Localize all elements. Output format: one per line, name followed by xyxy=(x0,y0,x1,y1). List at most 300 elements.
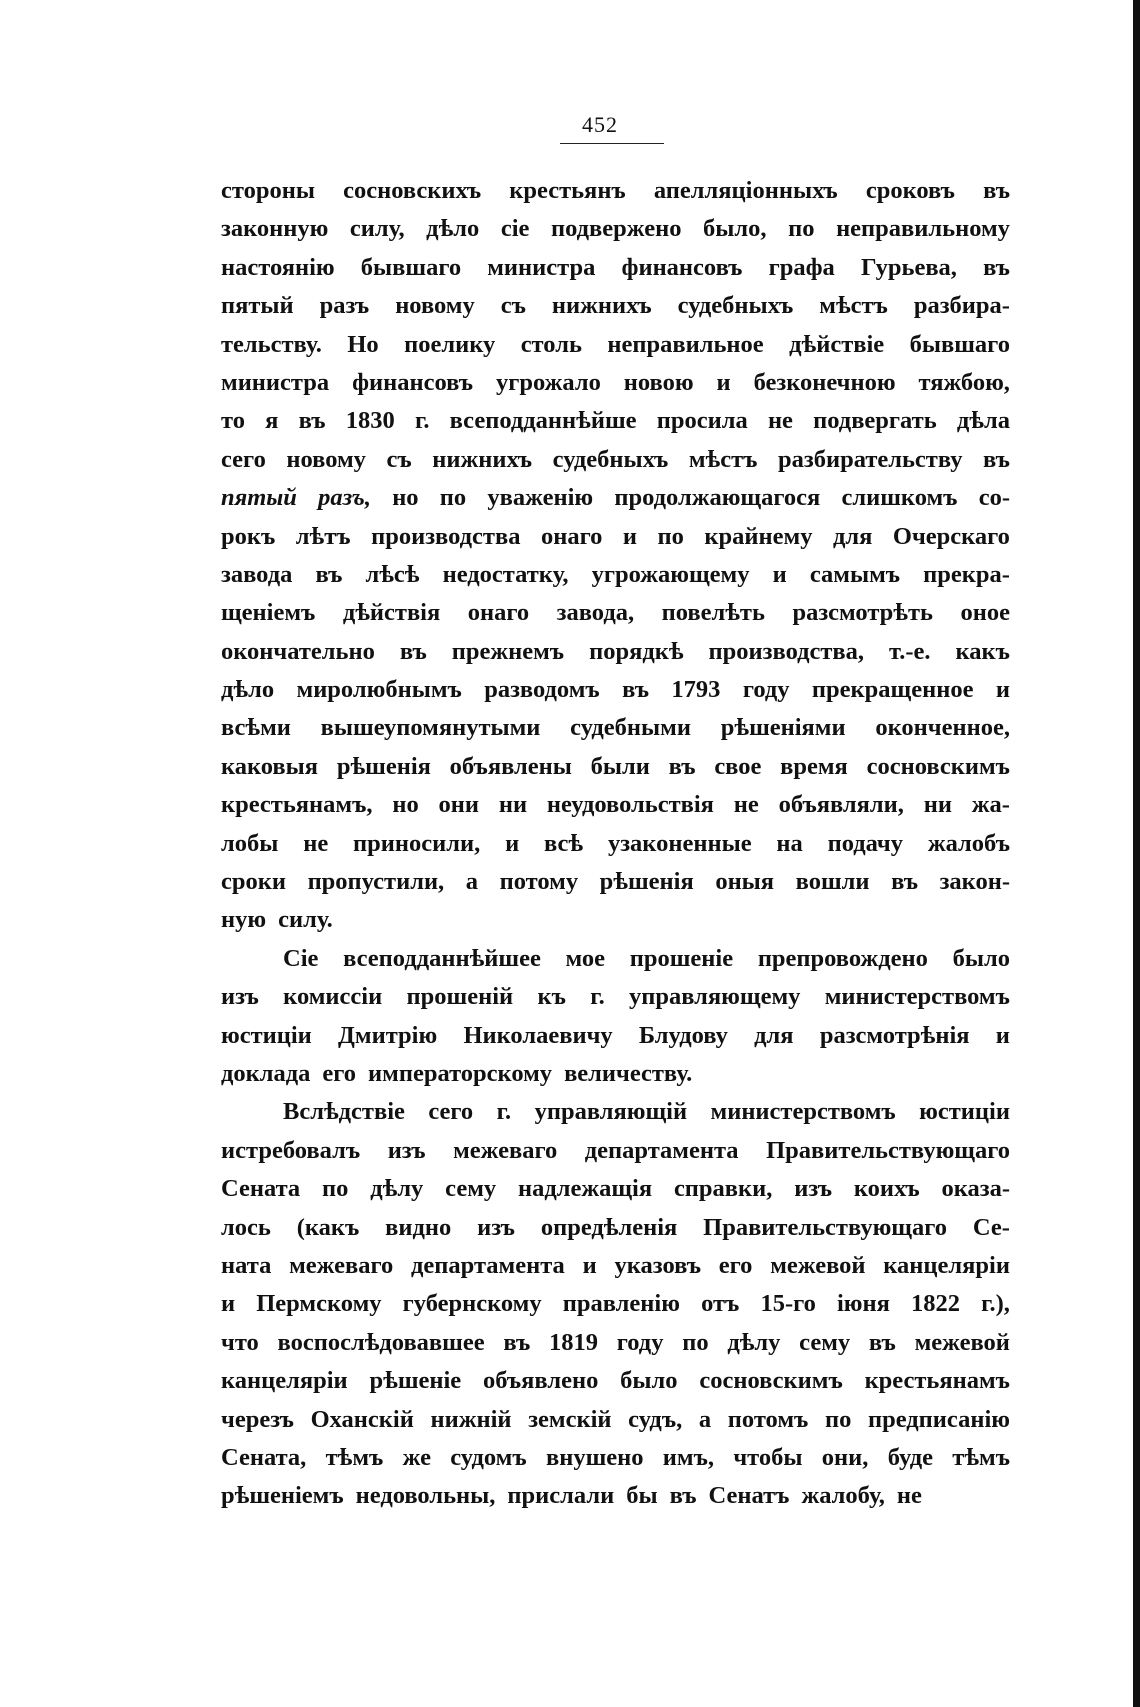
word: въ xyxy=(503,1328,531,1356)
word: миролюбнымъ xyxy=(296,676,462,704)
word: самымъ xyxy=(809,560,901,588)
word: объявлены xyxy=(449,752,572,780)
word: буде xyxy=(887,1443,933,1471)
word: подвергать xyxy=(813,407,937,435)
word: сіе xyxy=(500,215,530,243)
word: было xyxy=(952,944,1010,972)
word: къ xyxy=(537,983,566,1011)
word: въ xyxy=(891,868,918,896)
word: со- xyxy=(978,484,1010,512)
word: неудовольствія xyxy=(546,791,714,819)
word: каковыя xyxy=(221,752,319,780)
word: Очерскаго xyxy=(892,522,1010,550)
word: и xyxy=(716,368,731,396)
word: просила xyxy=(656,407,748,435)
word: всѣми xyxy=(221,714,291,742)
word: законную xyxy=(221,215,329,243)
text-line xyxy=(221,709,1010,747)
word: пятый xyxy=(221,484,297,512)
word: неправильному xyxy=(836,215,1010,243)
word: объявлено xyxy=(483,1367,599,1395)
word: разъ, xyxy=(318,484,371,512)
word: силу, xyxy=(349,215,405,243)
word: земскій xyxy=(528,1405,612,1433)
word: изъ xyxy=(387,1136,426,1164)
text-line xyxy=(221,1055,1010,1093)
text-line xyxy=(221,901,1010,939)
word: истребовалъ xyxy=(221,1136,361,1164)
word: межевой xyxy=(914,1328,1010,1356)
text-line xyxy=(221,249,1010,287)
word: по xyxy=(682,1328,709,1356)
word: министерствомъ xyxy=(824,983,1010,1011)
text-line xyxy=(221,556,1010,594)
word: прошеніе xyxy=(629,944,734,972)
word: въ xyxy=(622,676,649,704)
word: Вслѣдствіе xyxy=(283,1098,405,1126)
word: изъ xyxy=(794,1175,833,1203)
word: дѣло xyxy=(426,215,480,243)
word: щеніемъ xyxy=(221,599,316,627)
word: не xyxy=(767,407,793,435)
word: сему xyxy=(445,1175,497,1203)
page-number: 452 xyxy=(582,112,618,137)
word: и xyxy=(221,1290,236,1318)
word: и xyxy=(622,522,637,550)
word: управляющему xyxy=(629,983,801,1011)
word: уваженію xyxy=(487,484,594,512)
text-line xyxy=(221,172,1010,210)
word: крестьянамъ xyxy=(864,1367,1010,1395)
word: комиссіи xyxy=(283,983,383,1011)
word: но xyxy=(392,791,419,819)
word: межеваго xyxy=(289,1251,394,1279)
word: всеподданнѣйше xyxy=(449,407,637,435)
word: воспослѣдовавшее xyxy=(277,1328,485,1356)
word: прежнемъ xyxy=(451,637,565,665)
word: лѣтъ xyxy=(295,522,351,550)
word: оконченное, xyxy=(875,714,1010,742)
word: графа xyxy=(768,253,835,281)
word: ни xyxy=(923,791,952,819)
word: пропустили, xyxy=(307,868,445,896)
word: изъ xyxy=(221,983,259,1011)
word: рѣшеніемъ xyxy=(221,1482,344,1510)
word: т.-е. xyxy=(889,637,931,665)
word: производства xyxy=(371,522,521,550)
word: то xyxy=(221,407,245,435)
word: губернскому xyxy=(402,1290,542,1318)
word: но xyxy=(392,484,419,512)
word: время xyxy=(780,752,848,780)
word: надлежащія xyxy=(517,1175,653,1203)
text-line xyxy=(221,1247,1010,1285)
word: министра xyxy=(221,368,330,396)
word: въ xyxy=(868,1328,896,1356)
word: 1822 xyxy=(911,1290,961,1318)
text-line xyxy=(221,364,1010,402)
word: повелѣть xyxy=(661,599,765,627)
word: разводомъ xyxy=(484,676,600,704)
word: Сіе xyxy=(283,944,319,972)
text-line xyxy=(221,940,1010,978)
word: его xyxy=(718,1251,753,1279)
word: 1819 xyxy=(549,1328,598,1356)
word: Правительствующаго xyxy=(766,1136,1010,1164)
word: съ xyxy=(386,445,412,473)
word: сего xyxy=(428,1098,474,1126)
word: силу. xyxy=(278,906,333,934)
word: стороны xyxy=(221,177,315,204)
word: 1830 xyxy=(345,407,395,435)
word: тѣмъ xyxy=(952,1443,1010,1471)
word: доклада xyxy=(221,1059,311,1087)
word: оное xyxy=(960,599,1010,627)
word: препровождено xyxy=(757,944,928,972)
word: недостатку, xyxy=(442,560,569,588)
paragraph xyxy=(221,1093,1010,1515)
word: а xyxy=(698,1405,712,1433)
word: сосновскимъ xyxy=(699,1367,843,1395)
word: черезъ xyxy=(221,1405,294,1433)
word: мѣстъ xyxy=(688,445,758,473)
word: дѣла xyxy=(956,407,1010,435)
text-line xyxy=(221,518,1010,556)
word: въ xyxy=(315,560,343,588)
word: они xyxy=(438,791,480,819)
word: разсмотрѣть xyxy=(792,599,933,627)
word: крайнему xyxy=(704,522,813,550)
word: разъ xyxy=(319,292,370,320)
word: предписанію xyxy=(868,1405,1010,1433)
text-line xyxy=(221,863,1010,901)
word: же xyxy=(402,1443,431,1471)
word: г. xyxy=(414,407,430,435)
word: управляющій xyxy=(534,1098,688,1126)
word: бывшаго xyxy=(909,330,1010,358)
word: слишкомъ xyxy=(841,484,958,512)
word: дѣло xyxy=(221,676,275,704)
word: новою xyxy=(623,368,694,396)
word: императорскому xyxy=(368,1059,553,1087)
word: 1793 xyxy=(671,676,721,704)
word: въ xyxy=(668,752,696,780)
word: рѣшеніями xyxy=(720,714,846,742)
word: г. xyxy=(496,1098,512,1126)
word: и xyxy=(505,829,520,857)
word: дѣйствія xyxy=(342,599,441,627)
text-line xyxy=(221,1093,1010,1131)
word: по xyxy=(439,484,467,512)
word: мое xyxy=(565,944,606,972)
word: Гурьева, xyxy=(860,253,957,281)
word: завода xyxy=(221,560,293,588)
word: завода, xyxy=(556,599,635,627)
word: всеподданнѣйшее xyxy=(343,944,541,972)
word: производства, xyxy=(708,637,865,665)
word: департамента xyxy=(411,1251,565,1279)
word: межевой xyxy=(770,1251,866,1279)
word: безконечною xyxy=(753,368,896,396)
text-line xyxy=(221,1362,1010,1400)
word: въ xyxy=(298,407,326,435)
text-line xyxy=(221,786,1010,824)
word: подачу xyxy=(827,829,903,857)
word: на xyxy=(776,829,803,857)
paragraph xyxy=(221,172,1010,940)
word: разсмотрѣнія xyxy=(819,1021,970,1049)
word: Сенатъ xyxy=(708,1482,790,1510)
word: отъ xyxy=(701,1290,740,1318)
word: вышеупомянутыми xyxy=(320,714,541,742)
word: мѣстъ xyxy=(819,292,888,320)
word: нижній xyxy=(430,1405,512,1433)
word: г. xyxy=(590,983,605,1011)
word: по xyxy=(322,1175,349,1203)
word: по xyxy=(824,1405,852,1433)
word: межеваго xyxy=(453,1136,558,1164)
word: канцеляріи xyxy=(221,1367,348,1395)
word: продолжающагося xyxy=(614,484,821,512)
word: іюня xyxy=(837,1290,890,1318)
word: тельству. xyxy=(221,330,322,358)
word: нижнихъ xyxy=(432,445,533,473)
word: имъ, xyxy=(662,1443,715,1471)
text-line xyxy=(221,1477,1010,1515)
word: (какъ xyxy=(296,1213,360,1241)
word: оныя xyxy=(715,868,775,896)
word: прошеній xyxy=(406,983,514,1011)
word: Сената, xyxy=(221,1443,307,1471)
word: и xyxy=(995,1021,1010,1049)
word: судебныхъ xyxy=(677,292,794,320)
text-line xyxy=(221,1209,1010,1247)
word: дѣйствіе xyxy=(789,330,885,358)
word: жа- xyxy=(971,791,1010,819)
word: и xyxy=(582,1251,597,1279)
word: видно xyxy=(385,1213,452,1241)
word: Оханскій xyxy=(310,1405,414,1433)
word: лѣсѣ xyxy=(365,560,420,588)
word: судомъ xyxy=(450,1443,527,1471)
word: дѣлу xyxy=(727,1328,781,1356)
word: Николаевичу xyxy=(463,1021,613,1049)
word: жалобъ xyxy=(927,829,1010,857)
word: дѣлу xyxy=(370,1175,424,1203)
word: въ xyxy=(983,445,1010,473)
word: съ xyxy=(500,292,526,320)
word: пятый xyxy=(221,292,294,320)
word: онаго xyxy=(540,522,603,550)
word: Пермскому xyxy=(256,1290,382,1318)
text-line xyxy=(221,671,1010,709)
text-line xyxy=(221,1132,1010,1170)
word: 15-го xyxy=(760,1290,816,1318)
text-line xyxy=(221,594,1010,632)
text-line xyxy=(221,402,1010,440)
word: поелику xyxy=(404,330,496,358)
word: прекращенное xyxy=(811,676,974,704)
word: министра xyxy=(487,253,596,281)
word: объявляли, xyxy=(778,791,904,819)
word: лобы xyxy=(221,829,279,857)
text-line xyxy=(221,210,1010,248)
word: департамента xyxy=(584,1136,739,1164)
word: опредѣленія xyxy=(540,1213,678,1241)
word: Блудову xyxy=(638,1021,728,1049)
page-edge-shadow xyxy=(1133,0,1140,1707)
text-line xyxy=(221,1285,1010,1323)
word: порядкѣ xyxy=(589,637,684,665)
text-line xyxy=(221,1401,1010,1439)
word: оказа- xyxy=(941,1175,1010,1203)
word: угрожающему xyxy=(591,560,750,588)
word: свое xyxy=(714,752,762,780)
word: было xyxy=(620,1367,678,1395)
word: справки, xyxy=(673,1175,773,1203)
word: крестьянамъ, xyxy=(221,791,373,819)
word: чтобы xyxy=(733,1443,803,1471)
word: Но xyxy=(347,330,379,358)
paragraph xyxy=(221,940,1010,1094)
word: прислали xyxy=(507,1482,615,1510)
word: Сената xyxy=(221,1175,301,1203)
word: рѣшенія xyxy=(599,868,694,896)
word: а xyxy=(465,868,479,896)
word: правленію xyxy=(562,1290,680,1318)
word: ната xyxy=(221,1251,272,1279)
text-line xyxy=(221,1170,1010,1208)
word: жалобу, xyxy=(801,1482,885,1510)
word: судъ, xyxy=(628,1405,683,1433)
word: юстиціи xyxy=(221,1021,312,1049)
word: для xyxy=(832,522,873,550)
word: судебныхъ xyxy=(552,445,669,473)
word: тѣмъ xyxy=(325,1443,384,1471)
word: нижнихъ xyxy=(551,292,652,320)
word: окончательно xyxy=(221,637,375,665)
word: апелляціонныхъ xyxy=(653,177,838,204)
word: сроковъ xyxy=(865,177,955,204)
text-line xyxy=(221,978,1010,1016)
word: году xyxy=(742,676,790,704)
word: я xyxy=(265,407,279,435)
word: не xyxy=(896,1482,922,1510)
text-line xyxy=(221,825,1010,863)
word: крестьянъ xyxy=(509,177,626,204)
word: Дмитрію xyxy=(338,1021,438,1049)
word: указовъ xyxy=(614,1251,701,1279)
word: въ xyxy=(983,253,1010,281)
word: сроки xyxy=(221,868,286,896)
word: настоянію xyxy=(221,253,335,281)
word: столь xyxy=(520,330,582,358)
word: сосновскимъ xyxy=(866,752,1010,780)
word: судебными xyxy=(570,714,691,742)
word: узаконенные xyxy=(607,829,752,857)
word: году xyxy=(616,1328,664,1356)
word: рѣшеніе xyxy=(369,1367,462,1395)
word: Правительствующаго xyxy=(703,1213,948,1241)
word: и xyxy=(995,676,1010,704)
word: внушено xyxy=(545,1443,644,1471)
word: приносили, xyxy=(353,829,481,857)
word: его xyxy=(322,1059,357,1087)
word: подвержено xyxy=(550,215,682,243)
word: тяжбою, xyxy=(918,368,1010,396)
text-line xyxy=(221,326,1010,364)
text-line xyxy=(221,441,1010,479)
body-text xyxy=(221,172,1010,1516)
word: ни xyxy=(498,791,528,819)
word: сего xyxy=(221,445,266,473)
text-line xyxy=(221,1324,1010,1362)
text-line xyxy=(221,1017,1010,1055)
word: новому xyxy=(395,292,475,320)
word: было, xyxy=(703,215,767,243)
word: министерствомъ xyxy=(710,1098,896,1126)
word: неправильное xyxy=(607,330,764,358)
text-line xyxy=(221,287,1010,325)
word: канцеляріи xyxy=(883,1251,1010,1279)
word: и xyxy=(772,560,787,588)
word: сосновскихъ xyxy=(343,177,482,204)
word: не xyxy=(733,791,759,819)
text-line xyxy=(221,748,1010,786)
word: сему xyxy=(799,1328,851,1356)
word: въ xyxy=(983,177,1010,204)
word: для xyxy=(754,1021,794,1049)
text-line xyxy=(221,633,1010,671)
word: прекра- xyxy=(923,560,1010,588)
word: угрожало xyxy=(495,368,601,396)
text-line xyxy=(221,1439,1010,1477)
word: юстиціи xyxy=(919,1098,1010,1126)
word: финансовъ xyxy=(621,253,743,281)
word: величеству. xyxy=(564,1059,693,1087)
word: рѣшенія xyxy=(336,752,431,780)
word: лось xyxy=(221,1213,271,1241)
word: что xyxy=(221,1328,259,1356)
word: бывшаго xyxy=(360,253,462,281)
word: разбирательству xyxy=(777,445,963,473)
word: они, xyxy=(821,1443,869,1471)
word: по xyxy=(657,522,684,550)
word: изъ xyxy=(477,1213,515,1241)
word: вошли xyxy=(795,868,870,896)
word: коихъ xyxy=(853,1175,920,1203)
word: въ xyxy=(399,637,427,665)
word: по xyxy=(788,215,815,243)
word: разбира- xyxy=(913,292,1010,320)
word: бы xyxy=(626,1482,658,1510)
word: Се- xyxy=(972,1213,1010,1241)
word: онаго xyxy=(467,599,530,627)
word: потому xyxy=(499,868,579,896)
word: финансовъ xyxy=(352,368,474,396)
word: новому xyxy=(286,445,366,473)
page-number-underline xyxy=(560,143,664,144)
word: недовольны, xyxy=(355,1482,496,1510)
word: не xyxy=(303,829,329,857)
word: всѣ xyxy=(544,829,584,857)
word: какъ xyxy=(955,637,1010,665)
word: рокъ xyxy=(221,522,276,550)
word: въ xyxy=(669,1482,697,1510)
word: потомъ xyxy=(727,1405,809,1433)
word: закон- xyxy=(939,868,1010,896)
word: были xyxy=(590,752,650,780)
